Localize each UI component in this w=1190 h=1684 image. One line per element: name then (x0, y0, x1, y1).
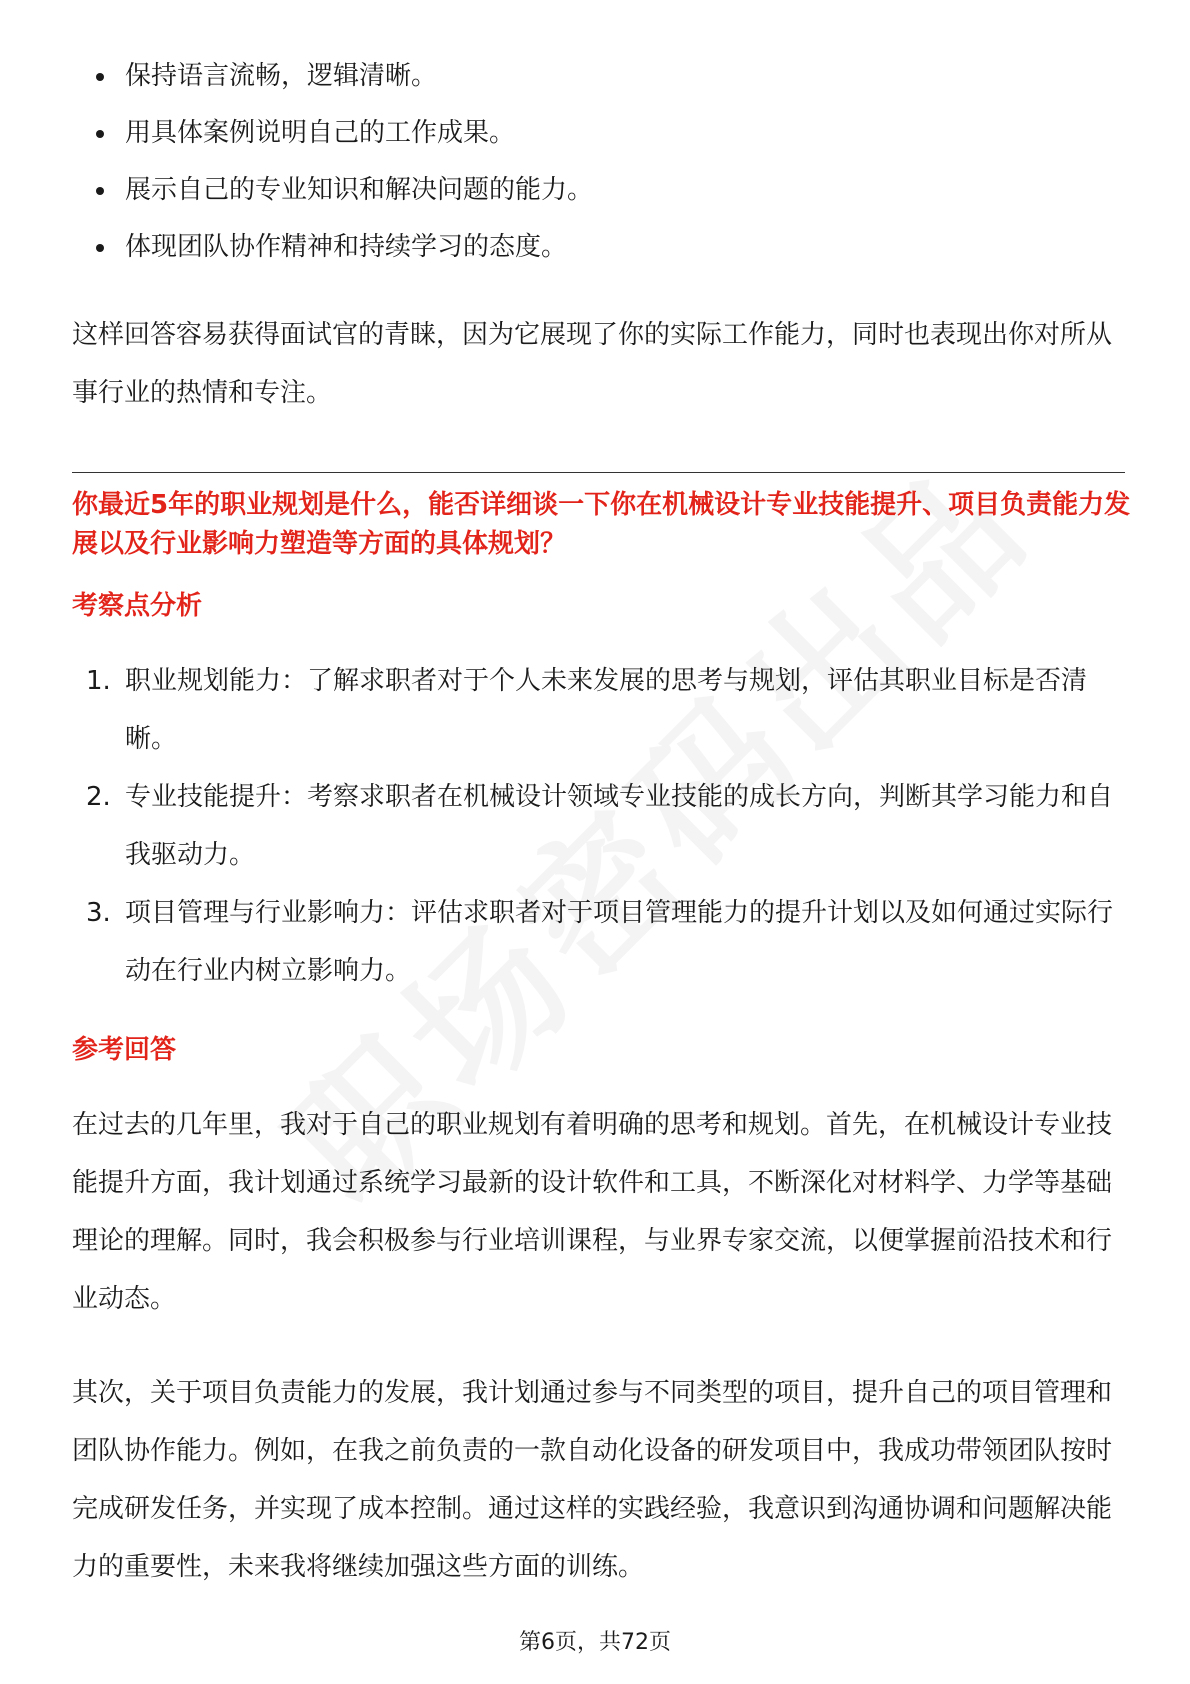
list-item (72, 768, 1132, 884)
answer-heading: 参考回答 (72, 1035, 177, 1065)
answer-paragraph: 其次，关于项目负责能力的发展，我计划通过参与不同类型的项目，提升自己的项目管理和团队协作能力。例如，在我之前负责的一款自动化设备的研发项目中，我成功带领团队按时完成研发任务，并实现了成本控制。通过这样的实践经验，我意识到沟通协调和问题解决能力的重要性，未来我将继续加强这些方面的训练。 (72, 1378, 1113, 1582)
question-title: 你最近5年的职业规划是什么，能否详细谈一下你在机械设计专业技能提升、项目负责能力发展以及行业影响力塑造等方面的具体规划？ (72, 490, 1131, 559)
list-item-text: 项目管理与行业影响力：评估求职者对于项目管理能力的提升计划以及如何通过实际行动在行业内树立影响力。 (125, 898, 1114, 986)
page-number: 第6页，共72页 (519, 1630, 671, 1655)
answer-paragraph: 在过去的几年里，我对于自己的职业规划有着明确的思考和规划。首先，在机械设计专业技能提升方面，我计划通过系统学习最新的设计软件和工具，不断深化对材料学、力学等基础理论的理解。同时，我会积极参与行业培训课程，与业界专家交流，以便掌握前沿技术和行业动态。 (72, 1110, 1113, 1314)
bullet-icon (96, 244, 104, 252)
list-item (72, 652, 1132, 768)
list-item-text: 体现团队协作精神和持续学习的态度。 (125, 232, 568, 262)
section-divider (72, 472, 1125, 473)
list-item-number: 3. (86, 898, 111, 928)
list-item-number: 1. (86, 666, 111, 696)
analysis-list (72, 652, 1132, 1000)
list-item-number: 2. (86, 782, 111, 812)
list-item-text: 职业规划能力：了解求职者对于个人未来发展的思考与规划，评估其职业目标是否清晰。 (125, 666, 1088, 754)
bullet-icon (96, 187, 104, 195)
bullet-icon (96, 130, 104, 138)
list-item-text: 用具体案例说明自己的工作成果。 (125, 118, 516, 148)
list-item (72, 884, 1132, 1000)
list-item (72, 105, 1132, 162)
list-item-text: 展示自己的专业知识和解决问题的能力。 (125, 175, 594, 205)
list-item (72, 48, 1132, 105)
tips-bullet-list (72, 48, 1132, 276)
list-item-text: 专业技能提升：考察求职者在机械设计领域专业技能的成长方向，判断其学习能力和自我驱动力。 (125, 782, 1114, 870)
list-item (72, 219, 1132, 276)
list-item (72, 162, 1132, 219)
analysis-heading: 考察点分析 (72, 591, 203, 621)
intro-paragraph: 这样回答容易获得面试官的青睐，因为它展现了你的实际工作能力，同时也表现出你对所从事行业的热情和专注。 (72, 320, 1113, 408)
list-item-text: 保持语言流畅，逻辑清晰。 (125, 61, 438, 91)
bullet-icon (96, 73, 104, 81)
